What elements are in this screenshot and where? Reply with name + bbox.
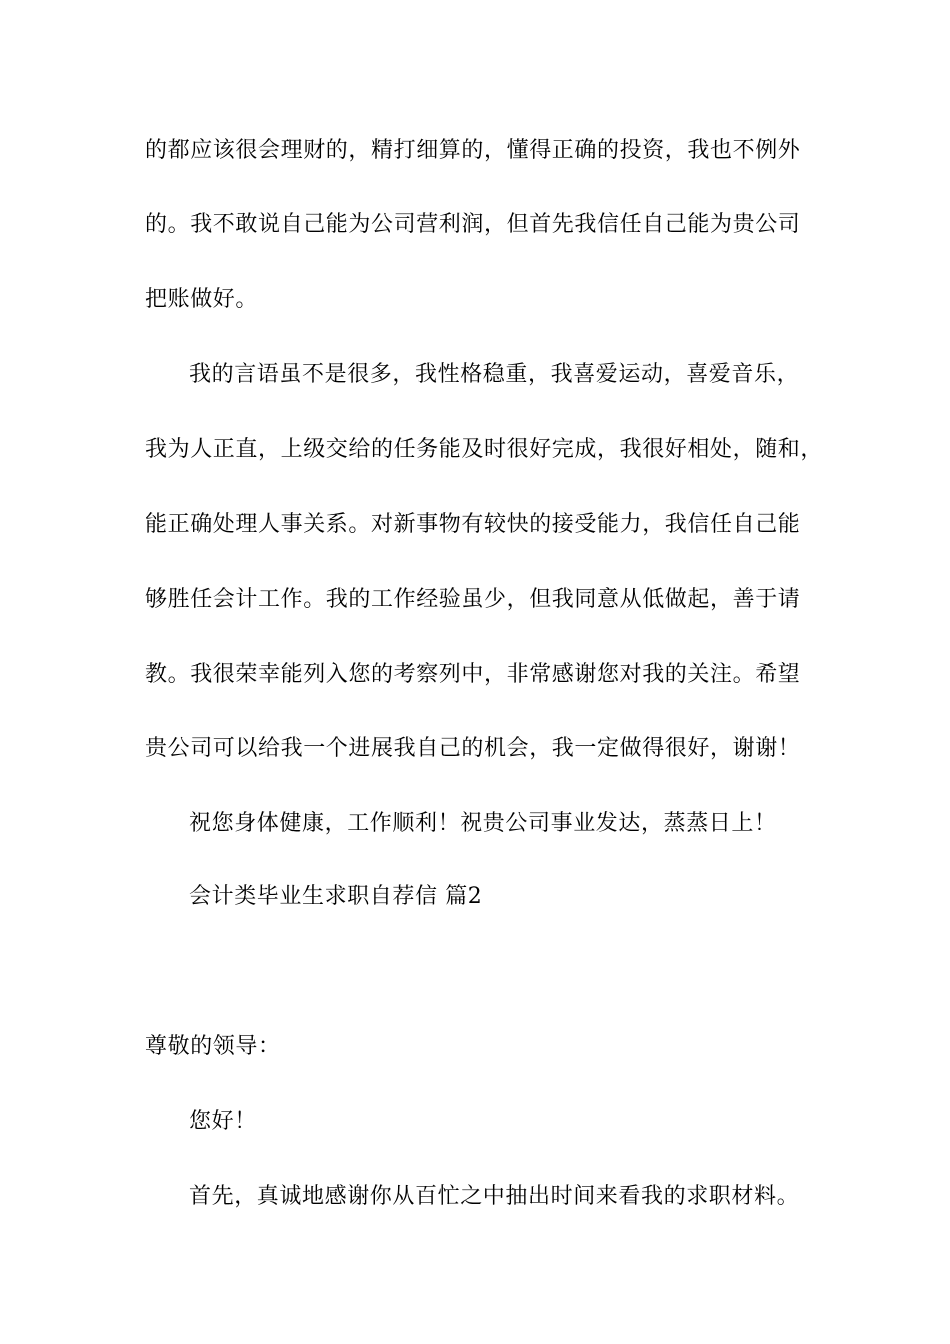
salutation: 尊敬的领导： bbox=[145, 1034, 281, 1059]
paragraph-line: 贵公司可以给我一个进展我自己的机会，我一定做得很好，谢谢！ bbox=[145, 736, 801, 761]
paragraph-line: 够胜任会计工作。我的工作经验虽少，但我同意从低做起，善于请 bbox=[145, 587, 801, 612]
paragraph-line: 的都应该很会理财的，精打细算的，懂得正确的投资，我也不例外 bbox=[145, 138, 801, 163]
section-heading: 会计类毕业生求职自荐信 篇2 bbox=[189, 884, 483, 909]
paragraph-line: 能正确处理人事关系。对新事物有较快的接受能力，我信任自己能 bbox=[145, 512, 801, 537]
paragraph-line: 教。我很荣幸能列入您的考察列中，非常感谢您对我的关注。希望 bbox=[145, 662, 801, 687]
paragraph-line: 我为人正直，上级交给的任务能及时很好完成，我很好相处，随和， bbox=[145, 437, 824, 462]
paragraph-line: 首先，真诚地感谢你从百忙之中抽出时间来看我的求职材料。 bbox=[189, 1184, 800, 1209]
greeting: 您好！ bbox=[189, 1109, 257, 1134]
paragraph-line: 的。我不敢说自己能为公司营利润，但首先我信任自己能为贵公司 bbox=[145, 212, 801, 237]
paragraph-line: 我的言语虽不是很多，我性格稳重，我喜爱运动，喜爱音乐， bbox=[189, 362, 800, 387]
closing-line: 祝您身体健康，工作顺利！祝贵公司事业发达，蒸蒸日上！ bbox=[189, 811, 777, 836]
paragraph-line: 把账做好。 bbox=[145, 287, 259, 312]
